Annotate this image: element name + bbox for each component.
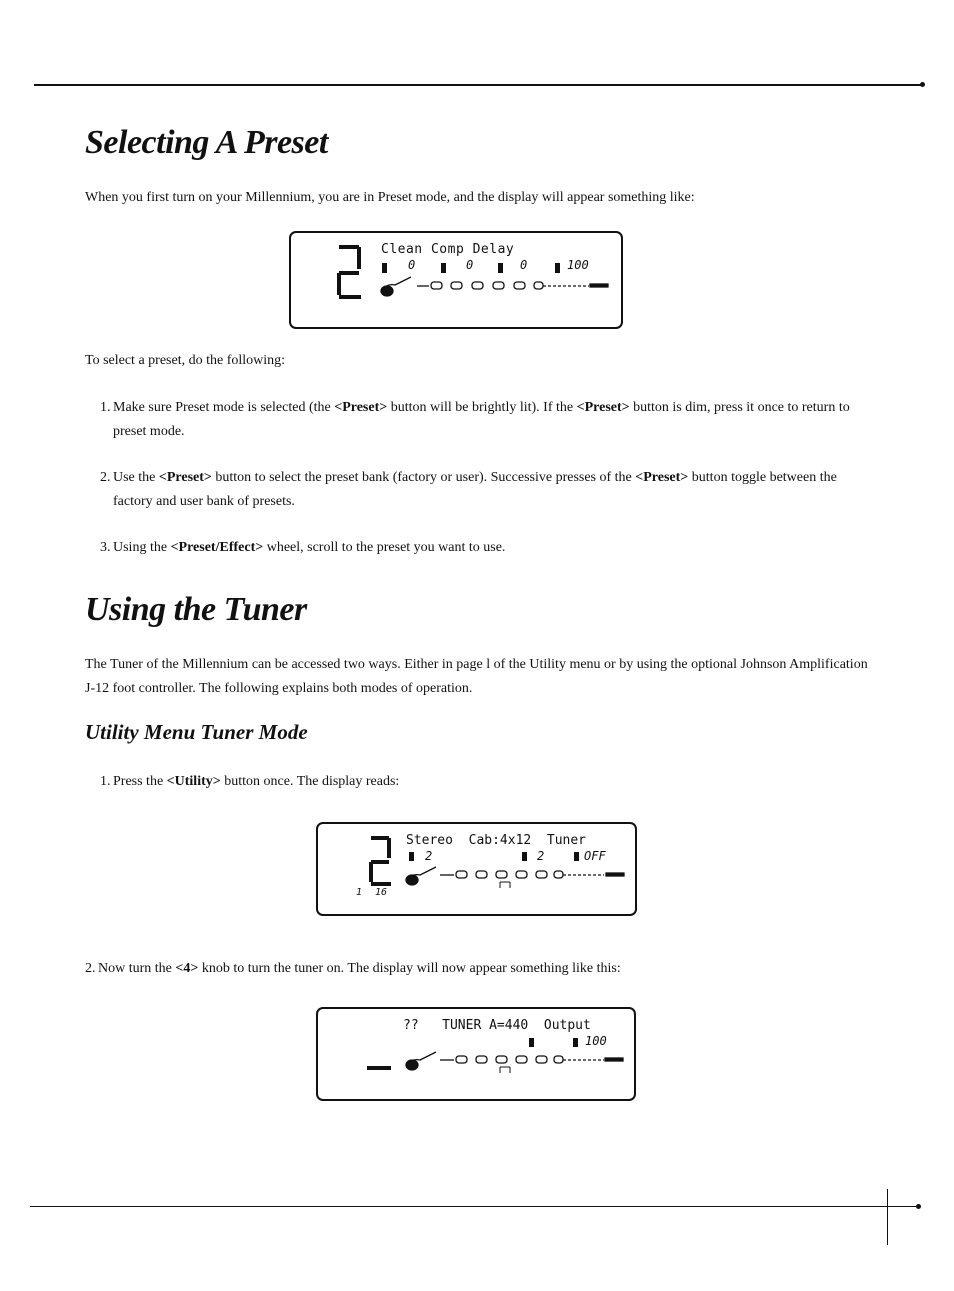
- lcd-value-1: 2: [425, 849, 433, 863]
- top-rule: [34, 84, 922, 86]
- tuner-step-2: [85, 957, 905, 981]
- section-title-tuner: Using the Tuner: [85, 591, 307, 628]
- step-text: Now turn the <4> knob to turn the tuner on. The display will now appear something like this:: [98, 961, 621, 976]
- tuner-intro: The Tuner of the Millennium can be accessed two ways. Either in page l of the Utility menu or by using the optional Johnson Amplification J-12 foot controller. The following explains both modes of operation.: [85, 657, 868, 696]
- lcd-display-preset: [289, 231, 623, 329]
- lcd-display-tuner: [316, 1007, 636, 1101]
- lcd-page-number: 1: [356, 887, 363, 898]
- preset-step-1: [100, 396, 900, 444]
- lcd-value-2: 0: [466, 258, 474, 272]
- tuner-dash-icon: [367, 1066, 391, 1070]
- bottom-rule-dot: [916, 1204, 921, 1209]
- lcd-value-3: OFF: [584, 849, 606, 863]
- step-text: Using the <Preset/Effect> wheel, scroll to the preset you want to use.: [113, 540, 506, 555]
- preset-lead: To select a preset, do the following:: [85, 353, 286, 368]
- tuner-step-1: [100, 770, 900, 794]
- step-number: 1.: [100, 400, 111, 415]
- lcd-value-1: 0: [408, 258, 416, 272]
- lcd-utility-line1: Stereo Cab:4x12 Tuner: [406, 833, 587, 848]
- lcd-tuner-line1: ?? TUNER A=440 Output: [403, 1018, 591, 1033]
- lcd-value-3: 0: [520, 258, 528, 272]
- lcd-output-value: 100: [585, 1034, 607, 1048]
- signal-chain-icon: [381, 277, 608, 296]
- lcd-display-utility: [316, 822, 637, 916]
- preset-intro: When you first turn on your Millennium, you are in Preset mode, and the display will appear something like:: [85, 190, 695, 205]
- bottom-rule: [30, 1206, 918, 1207]
- lcd-value-2: 2: [537, 849, 545, 863]
- step-text: Make sure Preset mode is selected (the <Preset> button will be brightly lit). If the <Preset> button is dim, press it once to return to preset mode.: [113, 400, 850, 439]
- step-number: 3.: [100, 540, 111, 555]
- preset-step-3: [100, 536, 900, 560]
- section-title-preset: Selecting A Preset: [85, 124, 328, 161]
- step-text: Press the <Utility> button once. The display reads:: [113, 774, 400, 789]
- preset-digit-icon: [337, 245, 361, 299]
- step-number: 2.: [85, 961, 96, 976]
- signal-chain-icon: [406, 867, 624, 888]
- subsection-title-utility-tuner: Utility Menu Tuner Mode: [85, 720, 308, 744]
- signal-chain-icon: [406, 1052, 623, 1073]
- utility-digit-icon: [369, 836, 391, 886]
- lcd-preset-line1: Clean Comp Delay: [381, 242, 515, 257]
- lcd-page-count: 16: [375, 887, 388, 898]
- top-rule-dot: [920, 82, 925, 87]
- bottom-vertical-mark: [887, 1189, 888, 1245]
- step-number: 1.: [100, 774, 111, 789]
- preset-step-2: [100, 466, 900, 514]
- step-text: Use the <Preset> button to select the preset bank (factory or user). Successive presses of the <Preset> button toggle between the factory and user bank of presets.: [113, 470, 837, 509]
- lcd-value-4: 100: [567, 258, 589, 272]
- step-number: 2.: [100, 470, 111, 485]
